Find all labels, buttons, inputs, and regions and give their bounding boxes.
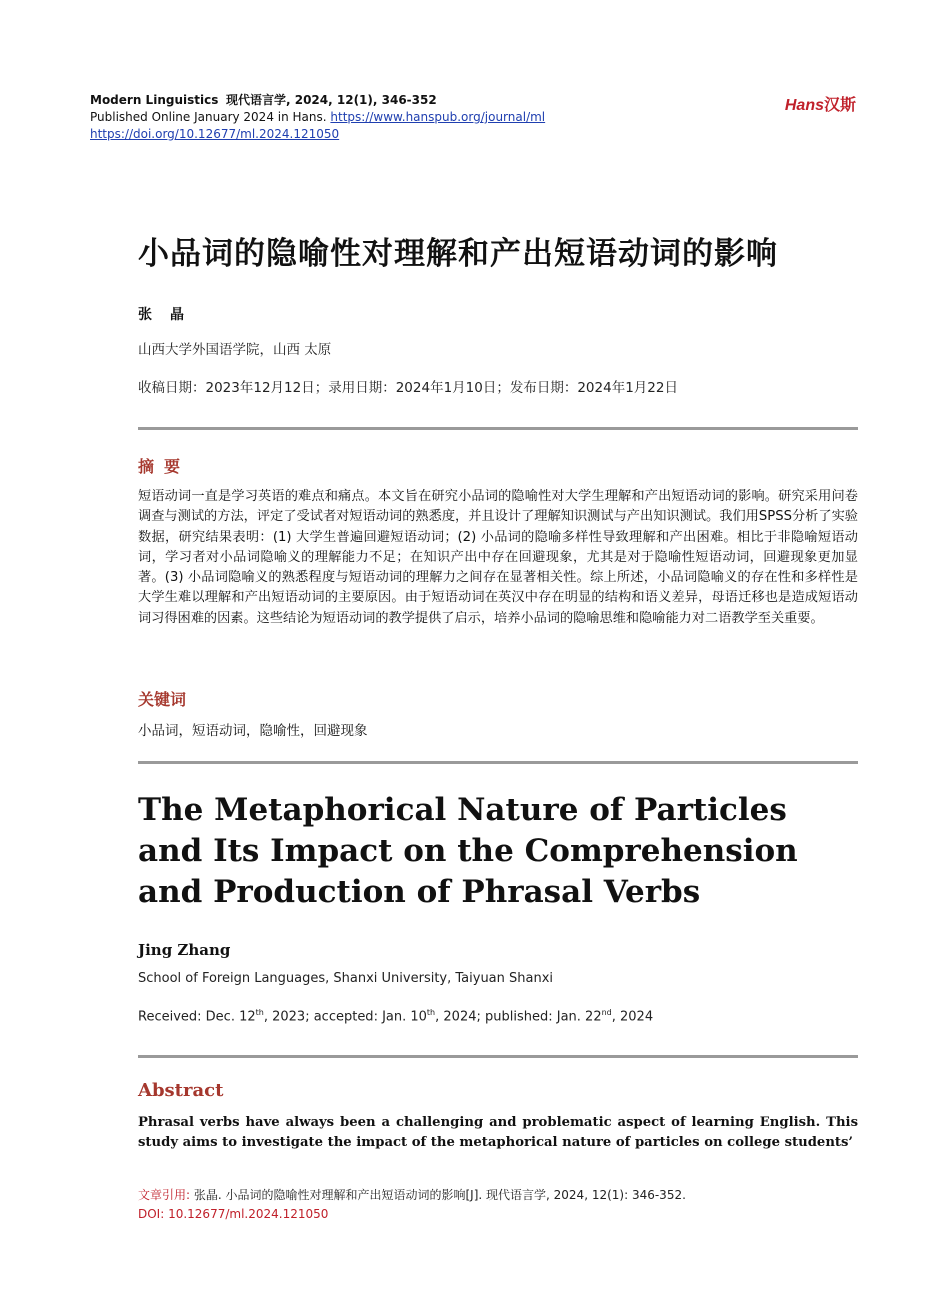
chinese-keywords-heading: 关键词	[138, 690, 187, 709]
citation-line	[138, 1186, 686, 1205]
chinese-affiliation: 山西大学外国语学院，山西 太原	[138, 342, 332, 358]
footer-doi[interactable]: DOI: 10.12677/ml.2024.121050	[138, 1207, 329, 1221]
chinese-abstract-heading: 摘要	[138, 457, 191, 476]
logo-cn: 汉斯	[823, 97, 856, 114]
english-abstract-heading: Abstract	[138, 1080, 224, 1101]
published-text: Published Online January 2024 in Hans.	[90, 110, 327, 124]
hans-logo	[785, 92, 856, 115]
published-line	[90, 109, 860, 126]
english-dates	[138, 1008, 653, 1024]
divider-middle	[138, 761, 858, 764]
citation-label: 文章引用:	[138, 1188, 191, 1202]
received-sup: th	[255, 1008, 264, 1017]
accepted-sup: th	[426, 1008, 436, 1017]
journal-name: Modern Linguistics	[90, 93, 219, 107]
journal-header	[90, 92, 860, 143]
logo-en: Hans	[784, 97, 824, 114]
english-title: The Metaphorical Nature of Particles and Its Impact on the Comprehension and Production of Phrasal Verbs	[138, 792, 798, 910]
chinese-abstract: 短语动词一直是学习英语的难点和痛点。本文旨在研究小品词的隐喻性对大学生理解和产出短语动词的影响。研究采用问卷调查与测试的方法，评定了受试者对短语动词的熟悉度，并且设计了理解知识测试与产出知识测试。我们用SPSS分析了实验数据，研究结果表明：(1) 大学生普遍回避短语动词；(2) 小品词的隐喻多样性导致理解和产出困难。相比于非隐喻短语动词，学习者对小品词隐喻义的理解能力不足；在知识产出中存在回避现象，尤其是对于隐喻性短语动词，回避现象更加显著。(3) 小品词隐喻义的熟悉程度与短语动词的理解力之间存在显著相关性。综上所述，小品词隐喻义的存在性和多样性是大学生难以理解和产出短语动词的主要原因。由于短语动词在英汉中存在明显的结构和语义差异，母语迁移也是造成短语动词习得困难的因素。这些结论为短语动词的教学提供了启示，培养小品词的隐喻思维和隐喻能力对二语教学至关重要。	[138, 489, 858, 626]
chinese-keywords: 小品词，短语动词，隐喻性，回避现象	[138, 723, 368, 739]
doi-link[interactable]: https://doi.org/10.12677/ml.2024.121050	[90, 127, 340, 141]
published-date-text: , 2024; published: Jan. 22	[435, 1009, 602, 1025]
received-text: Received: Dec. 12	[138, 1009, 256, 1025]
journal-line	[90, 92, 860, 109]
published-year: , 2024	[611, 1009, 654, 1025]
divider-bottom	[138, 1055, 858, 1058]
english-affiliation: School of Foreign Languages, Shanxi University, Taiyuan Shanxi	[138, 971, 554, 986]
divider-top	[138, 427, 858, 430]
citation-footer	[138, 1186, 686, 1224]
journal-link[interactable]: https://www.hanspub.org/journal/ml	[330, 110, 546, 124]
doi-line	[90, 126, 860, 143]
citation-text: 张晶. 小品词的隐喻性对理解和产出短语动词的影响[J]. 现代语言学, 2024, 12(1): 346-352.	[190, 1188, 686, 1202]
published-sup: nd	[601, 1008, 612, 1017]
journal-issue: 现代语言学, 2024, 12(1), 346-352	[226, 93, 437, 107]
english-author: Jing Zhang	[138, 941, 231, 959]
english-abstract: Phrasal verbs have always been a challenging and problematic aspect of learning English. This study aims to investigate the impact of the metaphorical nature of particles on college students’	[138, 1115, 858, 1150]
chinese-author: 张晶	[138, 307, 202, 323]
chinese-title: 小品词的隐喻性对理解和产出短语动词的影响	[138, 236, 778, 272]
chinese-dates: 收稿日期：2023年12月12日；录用日期：2024年1月10日；发布日期：2024年1月22日	[138, 380, 678, 396]
accepted-text: , 2023; accepted: Jan. 10	[263, 1009, 427, 1025]
